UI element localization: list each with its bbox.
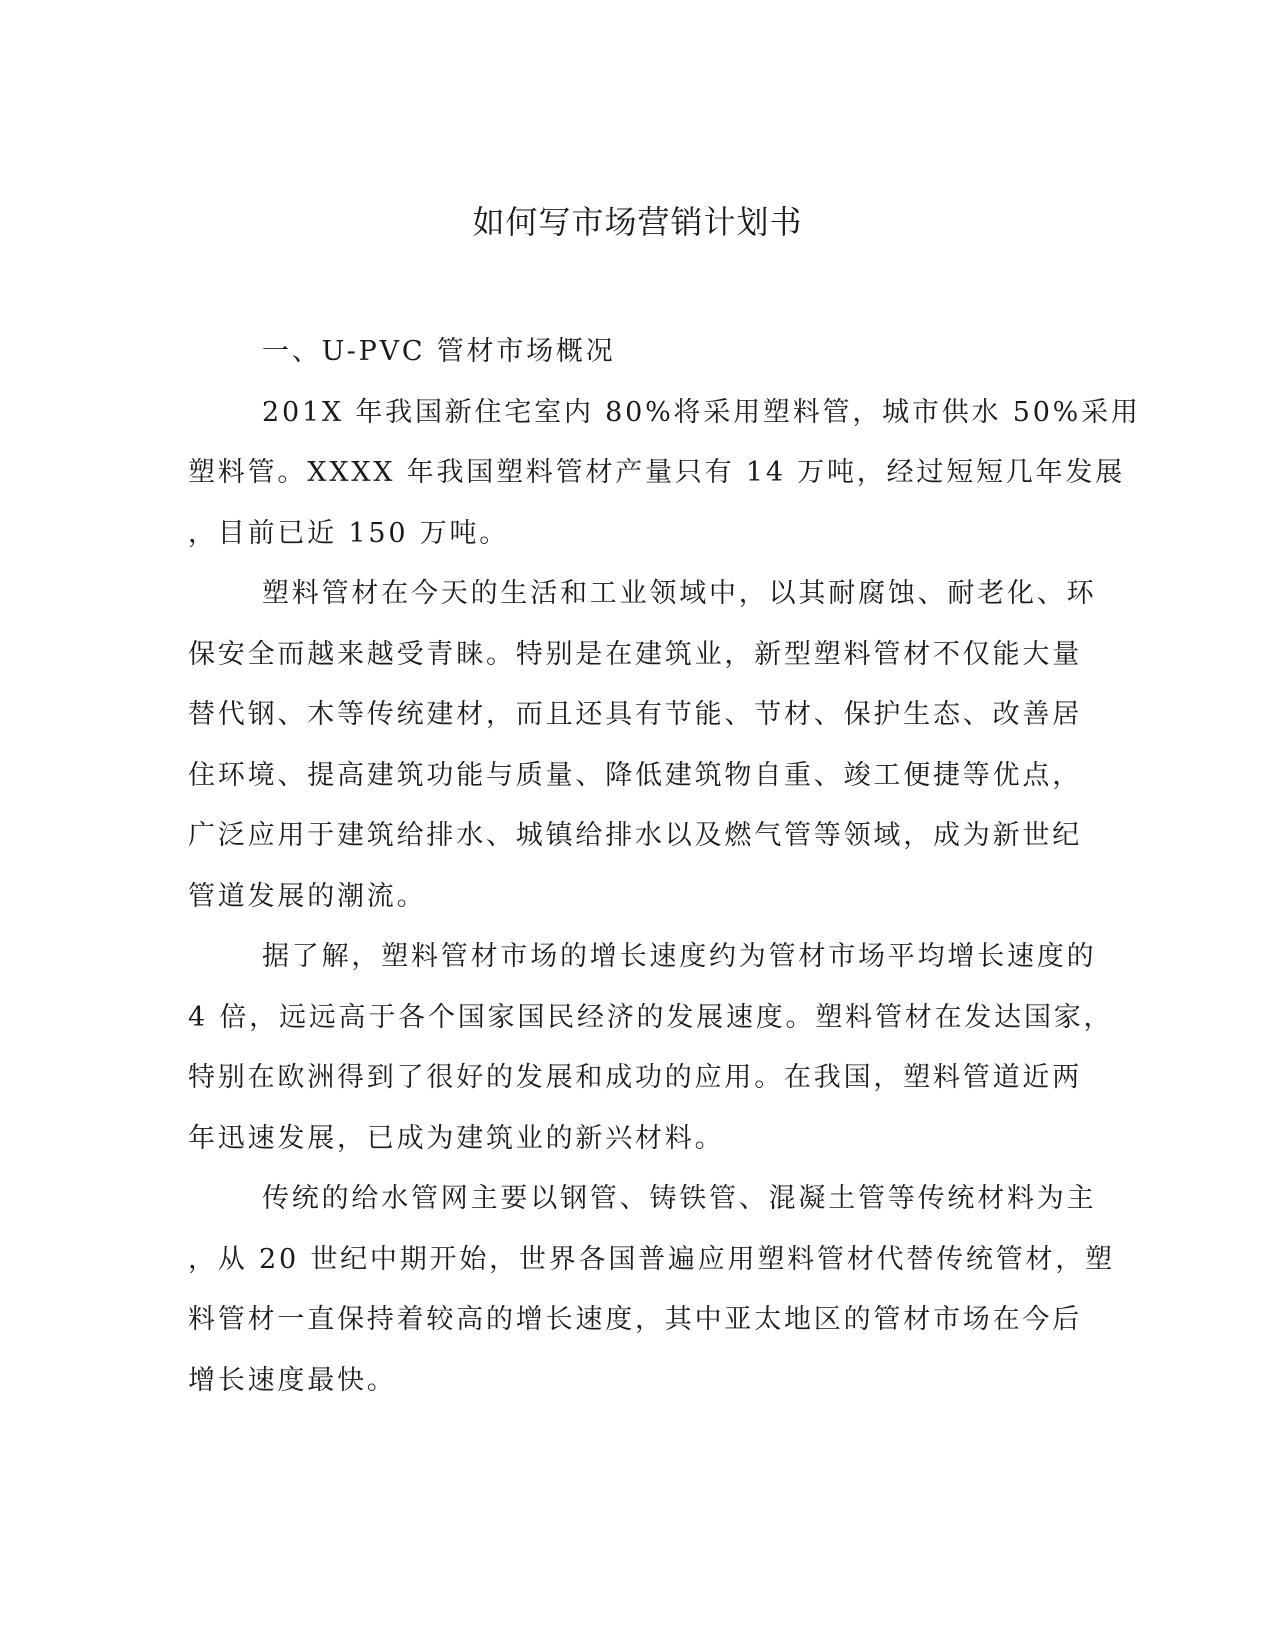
heading-line-1: 一、U-PVC 管材市场概况 (262, 336, 616, 367)
paragraph-2-line-6: 管道发展的潮流。 (188, 880, 427, 912)
document-title: 如何写市场营销计划书 (472, 203, 803, 241)
paragraph-4-line-4: 增长速度最快。 (188, 1364, 397, 1396)
paragraph-3-line-1: 据了解，塑料管材市场的增长速度约为管材市场平均增长速度的 (262, 941, 1097, 972)
paragraph-3-line-3: 特别在欧洲得到了很好的发展和成功的应用。在我国，塑料管道近两 (188, 1062, 1082, 1093)
paragraph-4-line-2: ，从 20 世纪中期开始，世界各国普遍应用塑料管材代替传统管材，塑 (188, 1243, 1115, 1275)
paragraph-1-line-3: ，目前已近 150 万吨。 (188, 517, 510, 549)
paragraph-2-line-5: 广泛应用于建筑给排水、城镇给排水以及燃气管等领域，成为新世纪 (188, 820, 1082, 851)
paragraph-3-line-2: 4 倍，远远高于各个国家国民经济的发展速度。塑料管材在发达国家， (188, 1001, 1114, 1033)
paragraph-2-line-3: 替代钢、木等传统建材，而且还具有节能、节材、保护生态、改善居 (188, 699, 1082, 730)
paragraph-4-line-1: 传统的给水管网主要以钢管、铸铁管、混凝土管等传统材料为主 (262, 1183, 1097, 1214)
paragraph-2-line-2: 保安全而越来越受青睐。特别是在建筑业，新型塑料管材不仅能大量 (188, 638, 1082, 670)
paragraph-4-line-3: 料管材一直保持着较高的增长速度，其中亚太地区的管材市场在今后 (188, 1304, 1082, 1335)
paragraph-1-line-2: 塑料管。XXXX 年我国塑料管材产量只有 14 万吨，经过短短几年发展 (188, 457, 1125, 488)
paragraph-2-line-1: 塑料管材在今天的生活和工业领域中，以其耐腐蚀、耐老化、环 (262, 578, 1097, 609)
paragraph-3-line-4: 年迅速发展，已成为建筑业的新兴材料。 (188, 1122, 725, 1154)
document-body (188, 322, 1141, 1411)
paragraph-1-line-1: 201X 年我国新住宅室内 80%将采用塑料管，城市供水 50%采用 (262, 396, 1141, 428)
paragraph-2-line-4: 住环境、提高建筑功能与质量、降低建筑物自重、竣工便捷等优点， (188, 759, 1082, 791)
